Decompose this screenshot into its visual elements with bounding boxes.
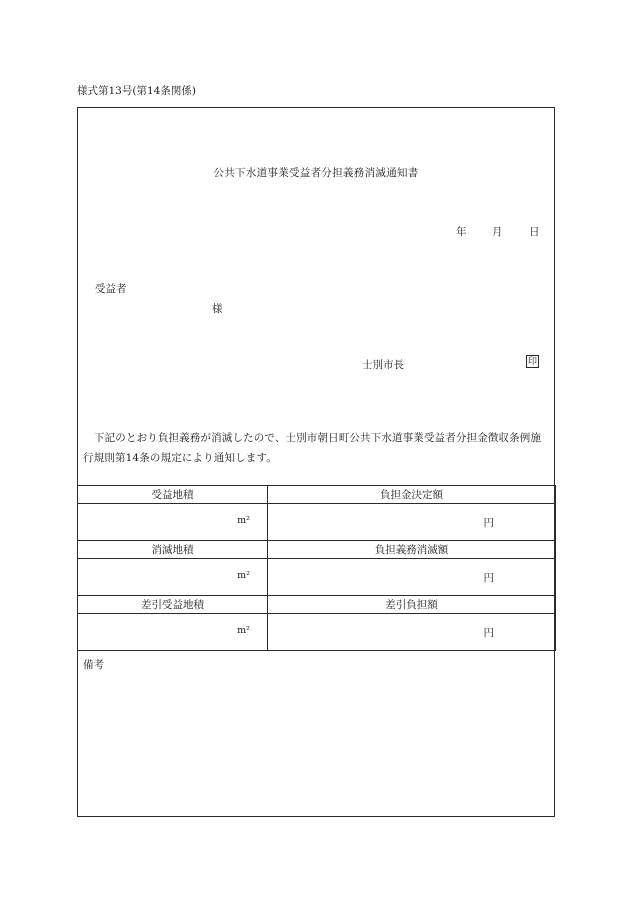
form-number: 様式第13号(第14条関係)	[77, 85, 196, 97]
table-header-row	[78, 596, 556, 614]
extinguished-amount-header: 負担義務消滅額	[268, 541, 556, 559]
issuer-name: 士別市長	[362, 359, 404, 371]
notice-form	[77, 107, 555, 817]
benefit-area-cell	[78, 504, 268, 541]
yen-unit: 円	[483, 517, 494, 529]
notice-body-text: 下記のとおり負担義務が消滅したので、士別市朝日町公共下水道事業受益者分担金徴収条例施行規則第14条の規定により通知します。	[83, 432, 542, 464]
table-value-row	[78, 504, 556, 541]
date-year-label: 年	[456, 226, 467, 238]
area-unit: m²	[237, 515, 250, 526]
yen-unit: 円	[483, 572, 494, 584]
remarks-label: 備考	[83, 659, 104, 671]
table-value-row	[78, 559, 556, 596]
area-unit: m²	[237, 625, 250, 636]
assessed-amount-cell	[268, 504, 556, 541]
table-value-row	[78, 614, 556, 651]
document-title: 公共下水道事業受益者分担義務消滅通知書	[213, 167, 419, 179]
benefit-area-header: 受益地積	[78, 486, 268, 504]
extinguished-area-header: 消滅地積	[78, 541, 268, 559]
net-area-cell	[78, 614, 268, 651]
table-header-row	[78, 486, 556, 504]
amounts-table	[77, 485, 556, 651]
yen-unit: 円	[483, 627, 494, 639]
date-day-label: 日	[529, 226, 540, 238]
date-month-label: 月	[492, 226, 503, 238]
recipient-honorific: 様	[212, 303, 223, 315]
net-area-header: 差引受益地積	[78, 596, 268, 614]
seal-mark: 印	[527, 357, 537, 367]
extinguished-area-cell	[78, 559, 268, 596]
table-header-row	[78, 541, 556, 559]
area-unit: m²	[237, 570, 250, 581]
net-amount-cell	[268, 614, 556, 651]
recipient-label: 受益者	[95, 283, 127, 295]
assessed-amount-header: 負担金決定額	[268, 486, 556, 504]
net-amount-header: 差引負担額	[268, 596, 556, 614]
extinguished-amount-cell	[268, 559, 556, 596]
